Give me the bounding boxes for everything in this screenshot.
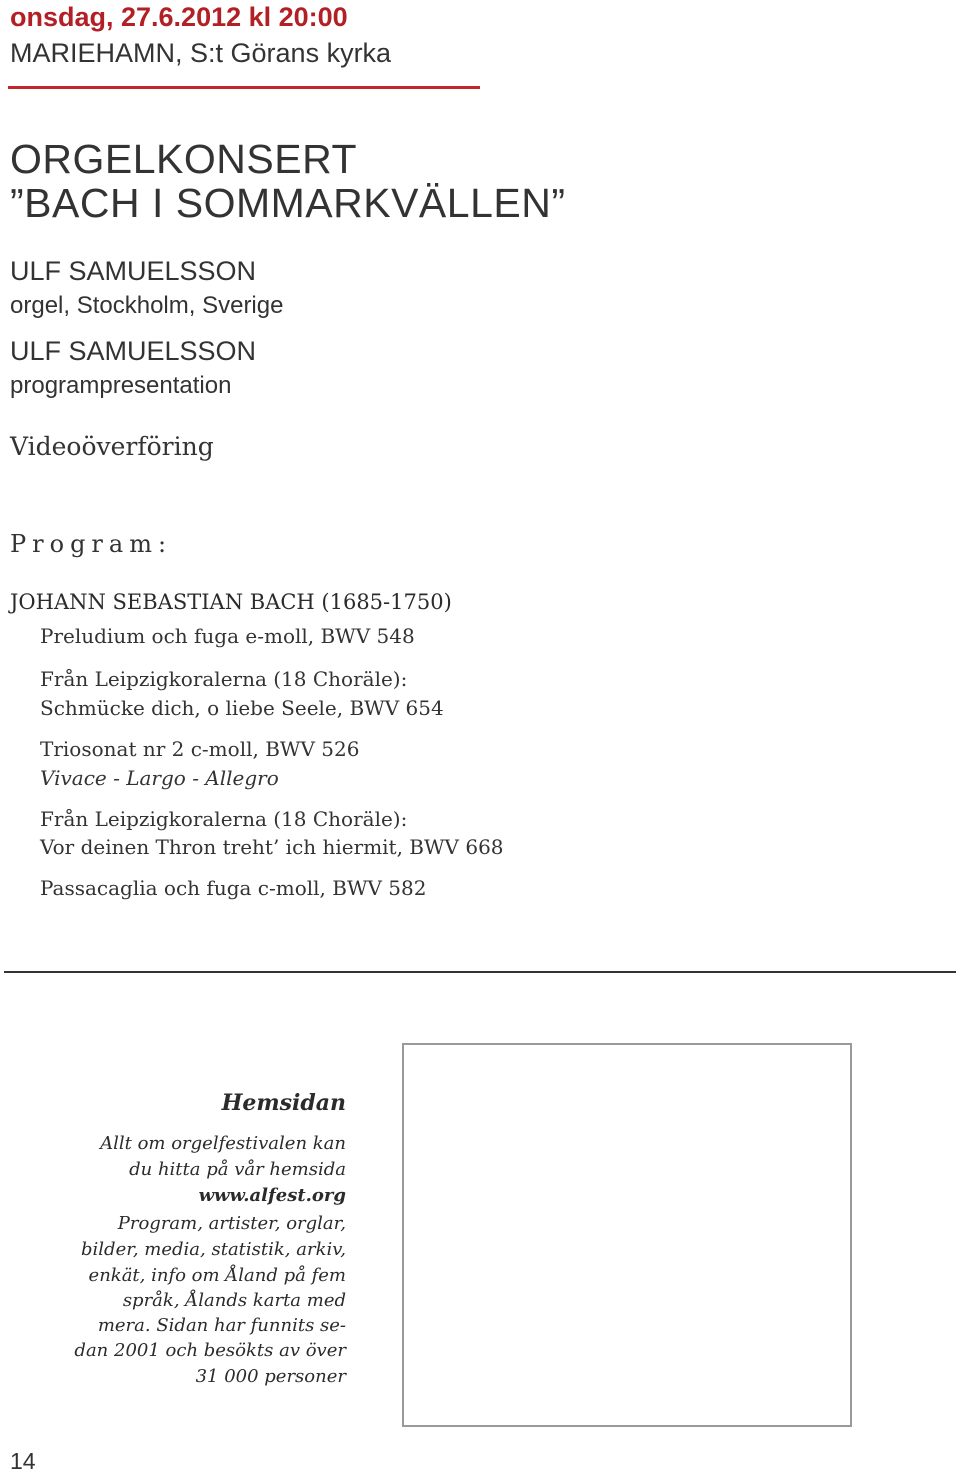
work-title: Vor deinen Thron treht’ ich hiermit, BWV 668 <box>40 835 504 859</box>
work-title: Passacaglia och fuga c-moll, BWV 582 <box>40 876 427 900</box>
red-divider <box>8 86 480 89</box>
sidebar-line: bilder, media, statistik, arkiv, <box>81 1239 346 1260</box>
video-transfer-note: Videoöverföring <box>10 432 214 461</box>
section-divider <box>4 971 956 973</box>
sidebar-line: Program, artister, orglar, <box>117 1213 346 1234</box>
concert-subtitle: ”BACH I SOMMARKVÄLLEN” <box>10 180 566 226</box>
composer-name: JOHANN SEBASTIAN BACH (1685-1750) <box>10 590 452 614</box>
work-title: Schmücke dich, o liebe Seele, BWV 654 <box>40 696 444 720</box>
presenter-role: programpresentation <box>10 372 232 399</box>
sidebar-line: mera. Sidan har funnits se- <box>97 1315 346 1336</box>
work-title: Preludium och fuga e-moll, BWV 548 <box>40 624 415 648</box>
page-number: 14 <box>10 1448 36 1474</box>
performer-name: ULF SAMUELSSON <box>10 256 257 286</box>
sidebar-line: du hitta på vår hemsida <box>129 1159 346 1180</box>
presenter-name: ULF SAMUELSSON <box>10 336 257 366</box>
sidebar-heading: Hemsidan <box>221 1090 346 1116</box>
website-link[interactable]: www.alfest.org <box>198 1185 346 1206</box>
program-heading: Program: <box>10 530 173 558</box>
work-source: Från Leipzigkoralerna (18 Choräle): <box>40 667 408 691</box>
concert-venue: MARIEHAMN, S:t Görans kyrka <box>10 38 392 68</box>
work-movements: Vivace - Largo - Allegro <box>40 766 279 790</box>
concert-title: ORGELKONSERT <box>10 136 357 182</box>
concert-date: onsdag, 27.6.2012 kl 20:00 <box>10 2 348 32</box>
sidebar-line: 31 000 personer <box>195 1366 346 1387</box>
sidebar-line: enkät, info om Åland på fem <box>88 1265 346 1286</box>
sidebar-line: dan 2001 och besökts av över <box>74 1340 346 1361</box>
performer-role: orgel, Stockholm, Sverige <box>10 292 284 319</box>
work-source: Från Leipzigkoralerna (18 Choräle): <box>40 807 408 831</box>
sidebar-line: språk, Ålands karta med <box>122 1290 346 1311</box>
image-placeholder <box>402 1043 852 1427</box>
sidebar-line: Allt om orgelfestivalen kan <box>100 1133 346 1154</box>
work-title: Triosonat nr 2 c-moll, BWV 526 <box>40 737 360 761</box>
